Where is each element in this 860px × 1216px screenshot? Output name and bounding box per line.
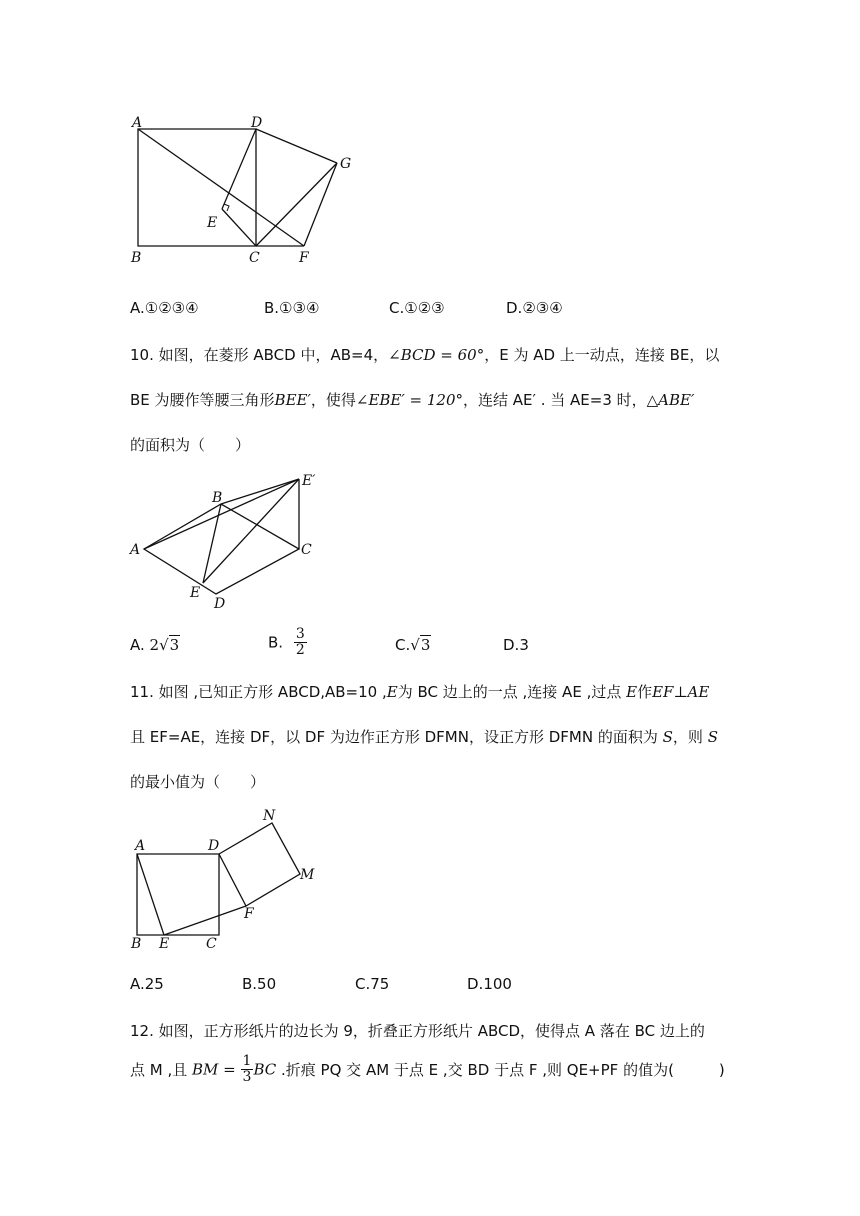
q10-text-2a: BE 为腰作等腰三角形 [130,391,275,409]
q11-line-3: 的最小值为（ ） [130,773,266,791]
label-d: D [214,596,226,612]
q12-bm: BM = [192,1060,236,1079]
label-b: B [131,936,142,952]
q10-option-c: C.√3 [395,636,431,654]
label-e: E [159,936,170,952]
q10-option-b: B. $\frac{3}{2}$ [268,626,305,658]
q10-tri-bee: BEE′ [274,391,311,409]
label-g: G [340,156,352,172]
label-b: B [131,250,142,266]
segment-cg [256,163,337,246]
label-c: C [249,250,260,266]
q10-tri-abe: △ABE′ [646,391,695,409]
q10-text-1b: ，E 为 AD 上一动点，连接 BE，以 [484,346,720,364]
square-abcd [137,854,219,935]
label-a: A [135,838,146,854]
q11-var-e: E [386,683,398,701]
segment-ef [164,906,246,935]
square-dfmn [219,823,300,906]
right-angle-mark [224,204,229,211]
q11-option-c: C.75 [355,975,390,993]
label-c: C [301,542,312,558]
q10-line-2 [130,389,694,410]
q9-option-a: A.①②③④ [130,299,199,317]
label-n: N [263,808,276,824]
q9-option-b: B.①③④ [264,299,320,317]
q10-figure [125,465,330,615]
q12-bc: BC [253,1060,277,1079]
q11-option-d: D.100 [467,975,512,993]
q9-option-c: C.①②③ [389,299,445,317]
label-c: C [206,936,217,952]
q10-angle-ebe: ∠EBE′ = 120° [355,391,464,409]
segment-de [222,129,256,209]
segment-gf [304,163,337,246]
q9-option-d: D.②③④ [506,299,563,317]
q12-line-2: 点 M ,且 BM = $\frac{1}{3}$ BC .折痕 PQ 交 AM 于点 E ,交 BD 于点 F ,则 QE+PF 的值为( ) [130,1053,725,1085]
q11-line-2: 且 EF=AE，连接 DF，以 DF 为边作正方形 DFMN，设正方形 DFMN 的面积为 S，则 S [130,728,718,746]
label-d: D [208,838,220,854]
q10-option-c-value: √3 [410,636,431,654]
q11-figure [125,800,325,955]
q11-option-a: A.25 [130,975,164,993]
q10-option-b-fraction: $\frac{3}{2}$ [295,626,305,658]
label-e: E [207,215,218,231]
segment-ec [222,209,256,246]
segment-ae [137,854,164,935]
label-f: F [244,906,254,922]
label-e: E [190,585,201,601]
square-abcd [138,129,256,246]
q10-text-2b: ，使得 [310,391,356,409]
label-b: B [212,490,223,506]
q10-option-a: A. 2√3 [130,636,180,654]
q11-option-b: B.50 [242,975,277,993]
label-d: D [251,115,263,131]
q10-line-1 [130,344,719,365]
q10-text-1a: 10. 如图，在菱形 ABCD 中，AB=4， [130,346,389,364]
q11-var-s: S [662,728,673,746]
q11-line-1: 11. 如图 ,已知正方形 ABCD,AB=10 ,E为 BC 边上的一点 ,连接 AE ,过点 E作EF⊥AE [130,683,710,701]
q9-figure [125,110,365,270]
q11-var-e2: E [626,683,638,701]
q10-option-a-value: 2√3 [149,636,180,654]
q11-perp: EF⊥AE [652,683,710,701]
segment-af [138,129,304,246]
q12-line-1: 12. 如图，正方形纸片的边长为 9，折叠正方形纸片 ABCD，使得点 A 落在 BC 边上的 [130,1022,705,1040]
segment-dg [256,129,337,163]
label-m: M [300,867,315,883]
q10-text-2c: ，连结 AE′ . 当 AE=3 时， [463,391,647,409]
q10-angle-bcd: ∠BCD = 60° [388,346,485,364]
segment-be [203,504,221,583]
rhombus-abcd [144,504,299,594]
label-a: A [132,115,143,131]
q11-var-s2: S [707,728,718,746]
label-e-prime: E′ [302,473,316,489]
q10-option-d: D.3 [503,636,529,654]
q12-fraction: $\frac{1}{3}$ [242,1053,252,1085]
label-f: F [299,250,309,266]
q10-line-3: 的面积为（ ） [130,436,251,454]
label-a: A [130,542,141,558]
